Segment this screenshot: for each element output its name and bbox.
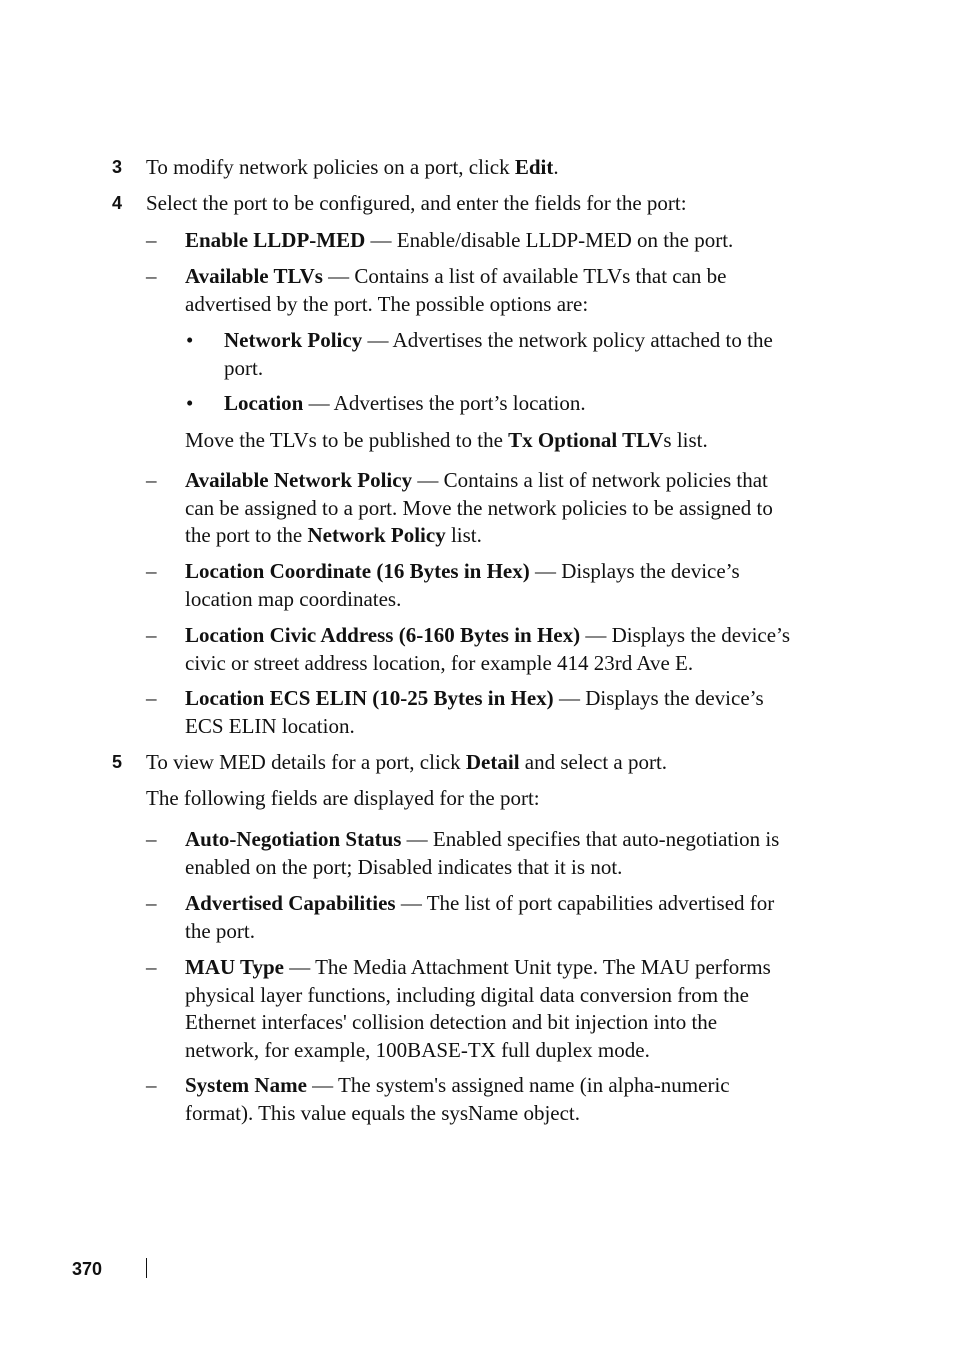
step-5-intro: The following fields are displayed for the port: bbox=[146, 786, 540, 810]
field-desc: advertised by the port. The possible options are: bbox=[185, 291, 589, 316]
field-term: Enable LLDP-MED bbox=[185, 228, 366, 252]
step-text: To view MED details for a port, click Detail and select a port. bbox=[146, 750, 668, 774]
field-term: Available Network Policy bbox=[185, 468, 413, 492]
step-text: Select the port to be configured, and enter the fields for the port: bbox=[146, 191, 687, 215]
field-desc: — Enabled specifies that auto-negotiation is bbox=[401, 827, 780, 851]
dash-marker: – bbox=[146, 891, 157, 915]
field-desc: format). This value equals the sysName object. bbox=[185, 1100, 581, 1125]
option-term: Location bbox=[224, 391, 304, 415]
option-desc: port. bbox=[224, 355, 264, 380]
option-term: Network Policy bbox=[224, 328, 363, 352]
step-number: 5 bbox=[112, 752, 123, 772]
network-policy-term: Network Policy bbox=[307, 523, 446, 547]
field-desc: Ethernet interfaces' collision detection and bit injection into the bbox=[185, 1010, 718, 1034]
field-desc: network, for example, 100BASE-TX full duplex mode. bbox=[185, 1037, 650, 1062]
field-desc: — The list of port capabilities advertised for bbox=[395, 891, 775, 915]
field-desc: — Displays the device’s bbox=[529, 559, 740, 583]
field-desc: civic or street address location, for example 414 23rd Ave E. bbox=[185, 650, 694, 675]
field-term: System Name bbox=[185, 1073, 307, 1097]
dash-marker: – bbox=[146, 559, 157, 583]
dash-marker: – bbox=[146, 228, 157, 252]
field-desc: the port. bbox=[185, 918, 255, 943]
field-desc: enabled on the port; Disabled indicates that it is not. bbox=[185, 854, 623, 879]
field-term: Location Coordinate (16 Bytes in Hex) bbox=[185, 559, 530, 583]
field-desc: — Contains a list of network policies that bbox=[412, 468, 768, 492]
document-page: 3 To modify network policies on a port, click Edit. 4 Select the port to be configured, and enter the fields for the port: – Enable LLDP-MED — Enable/disable LLDP-MED on the port. – Available TLVs — Contains a list of available TLVs that can be advertised by the port. The possible options are: • Network Policy — Advertises the network policy attached to the port. • Location — Advertises the port’s location. Move the TLVs to be published to the Tx Optional TLVs list. – Available Network Policy — Contains a list of network policies that can be assigned to a port. Move the network policies to be assigned to the port to the Network Policy list. – Location Coordinate (16 Bytes in Hex) — Displays the device’s location map coordinates. – Location Civic Address (6-160 Bytes in Hex) — Displays the device’s civic or street address location, for example 414 23rd Ave E. – Location ECS ELIN (10-25 Bytes in Hex) — Displays the device’s ECS ELIN location. 5 To view MED details for a port, click Detail and select a port. The following fields are displayed for the port: – Auto-Negotiation Status — Enabled specifies that auto-negotiation is enabled on the port; Disabled indicates that it is not. – Advertised Capabilities — The list of port capabilities advertised for the port. – MAU Type — The Media Attachment Unit type. The MAU performs physical layer functions, including digital data conversion from the Ethernet interfaces' collision detection and bit injection into the network, for example, 100BASE-TX full duplex mode. – System Name — The system's assigned name (in alpha-numeric format). This value equals the sysName object. 370 bbox=[0, 0, 954, 1352]
move-tlvs-note: Move the TLVs to be published to the Tx Optional TLVs list. bbox=[185, 428, 708, 452]
step-number: 3 bbox=[112, 157, 123, 177]
field-desc: — The system's assigned name (in alpha-numeric bbox=[306, 1073, 730, 1097]
field-desc: — Contains a list of available TLVs that can be bbox=[322, 264, 727, 288]
field-desc: — Displays the device’s bbox=[553, 686, 764, 710]
page-number: 370 bbox=[72, 1259, 103, 1279]
field-desc: — Enable/disable LLDP-MED on the port. bbox=[365, 228, 734, 252]
field-desc: location map coordinates. bbox=[185, 586, 402, 611]
dash-marker: – bbox=[146, 827, 157, 851]
field-desc: can be assigned to a port. Move the network policies to be assigned to bbox=[185, 495, 773, 520]
field-term: Location ECS ELIN (10-25 Bytes in Hex) bbox=[185, 686, 554, 710]
bullet-marker: • bbox=[186, 391, 194, 415]
tx-optional-tlv-term: Tx Optional TLV bbox=[508, 428, 664, 452]
field-desc: — The Media Attachment Unit type. The MAU performs bbox=[283, 955, 771, 979]
step-text: To modify network policies on a port, click Edit. bbox=[146, 155, 559, 179]
field-desc: physical layer functions, including digital data conversion from the bbox=[185, 982, 749, 1007]
field-term: Advertised Capabilities bbox=[185, 891, 396, 915]
detail-term: Detail bbox=[465, 750, 520, 774]
option-desc: — Advertises the port’s location. bbox=[303, 391, 586, 415]
field-desc: — Displays the device’s bbox=[580, 623, 791, 647]
dash-marker: – bbox=[146, 468, 157, 492]
edit-term: Edit bbox=[514, 155, 554, 179]
field-term: Available TLVs bbox=[185, 264, 323, 288]
option-desc: — Advertises the network policy attached to the bbox=[362, 328, 773, 352]
dash-marker: – bbox=[146, 1073, 157, 1097]
dash-marker: – bbox=[146, 686, 157, 710]
field-term: Auto-Negotiation Status bbox=[185, 827, 402, 851]
footer-divider bbox=[146, 1258, 147, 1278]
bullet-marker: • bbox=[186, 328, 194, 352]
dash-marker: – bbox=[146, 955, 157, 979]
dash-marker: – bbox=[146, 623, 157, 647]
field-term: MAU Type bbox=[185, 955, 284, 979]
field-term: Location Civic Address (6-160 Bytes in Hex) bbox=[185, 623, 581, 647]
field-desc: ECS ELIN location. bbox=[185, 713, 355, 738]
step-number: 4 bbox=[112, 193, 123, 213]
dash-marker: – bbox=[146, 264, 157, 288]
